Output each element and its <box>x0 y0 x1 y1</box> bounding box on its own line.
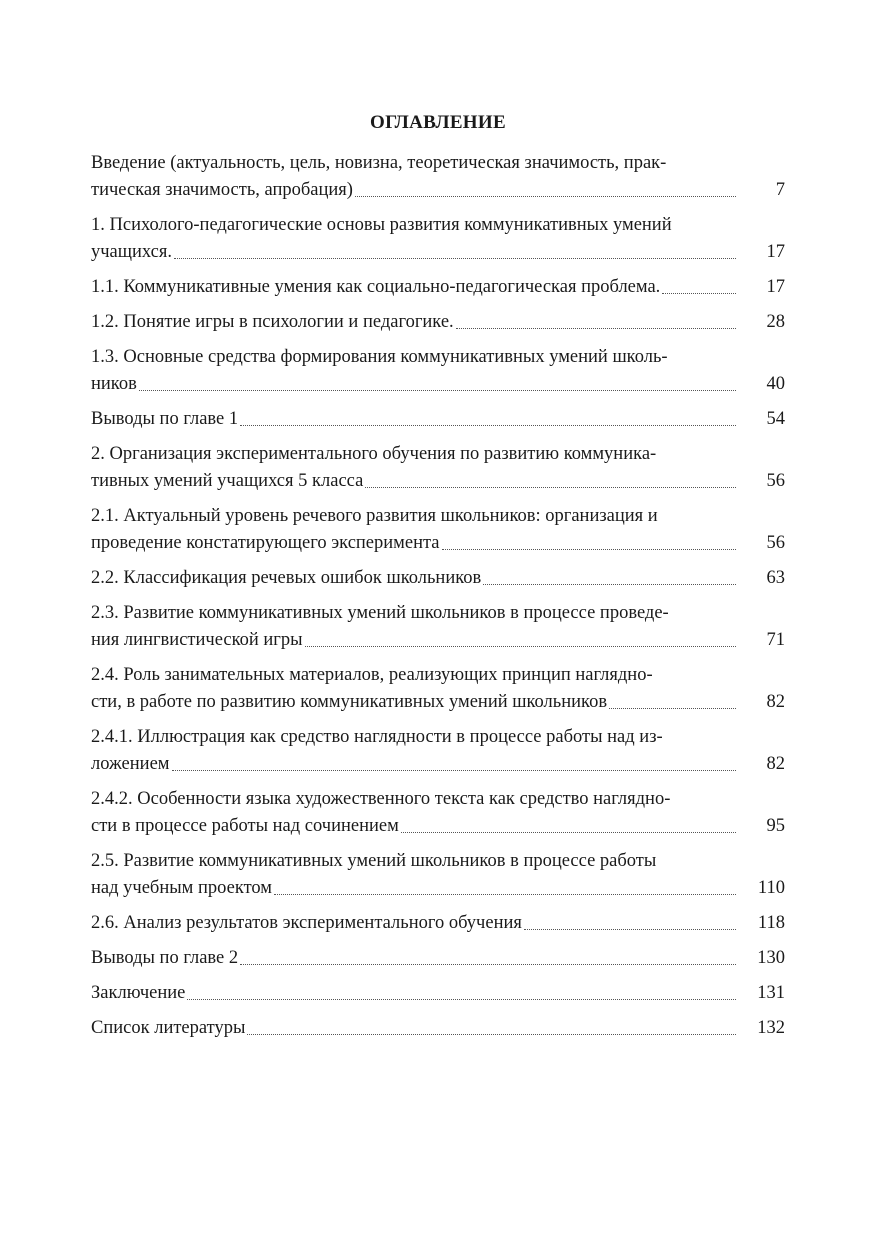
toc-entry-last-line <box>91 468 736 495</box>
toc-entry[interactable] <box>91 980 785 1007</box>
dot-leader <box>365 487 736 488</box>
toc-page-number: 95 <box>766 816 785 836</box>
toc-entry-last-line <box>91 875 736 902</box>
toc-entry-text: 1.3. Основные средства формирования коммуникативных умений школь- <box>91 347 668 367</box>
toc-entry[interactable] <box>91 945 785 972</box>
dot-leader <box>401 832 736 833</box>
toc-entry-text: 2.2. Классификация речевых ошибок школьников <box>91 568 482 588</box>
toc-page-number: 118 <box>757 913 785 933</box>
toc-page-number: 130 <box>757 948 785 968</box>
toc-entry-text: 2.4.1. Иллюстрация как средство наглядности в процессе работы над из- <box>91 727 663 747</box>
toc-entry[interactable] <box>91 724 785 778</box>
toc-entry[interactable] <box>91 309 785 336</box>
toc-entry-last-line <box>91 565 736 592</box>
dot-leader <box>483 584 736 585</box>
toc-entry[interactable] <box>91 565 785 592</box>
toc-entry[interactable] <box>91 274 785 301</box>
toc-entry[interactable] <box>91 441 785 495</box>
dot-leader <box>274 894 736 895</box>
toc-entry-text: сти в процессе работы над сочинением <box>91 816 399 836</box>
dot-leader <box>240 425 736 426</box>
toc-entry-last-line <box>91 751 736 778</box>
toc-entry-text: 2. Организация экспериментального обучения по развитию коммуника- <box>91 444 657 464</box>
dot-leader <box>609 708 736 709</box>
toc-entry-text: Список литературы <box>91 1018 246 1038</box>
dot-leader <box>355 196 736 197</box>
toc-entry-last-line <box>91 945 736 972</box>
toc-entry-text: 1.1. Коммуникативные умения как социально-педагогическая проблема. <box>91 277 661 297</box>
toc-entry[interactable] <box>91 150 785 204</box>
dot-leader <box>174 258 736 259</box>
toc-entry-last-line <box>91 813 736 840</box>
dot-leader <box>139 390 736 391</box>
toc-entry-text: Выводы по главе 1 <box>91 409 239 429</box>
toc-entry-text: 2.1. Актуальный уровень речевого развития школьников: организация и <box>91 506 658 526</box>
toc-entry-text: 2.3. Развитие коммуникативных умений школьников в процессе проведе- <box>91 603 669 623</box>
toc-entry[interactable] <box>91 910 785 937</box>
toc-page-number: 131 <box>757 983 785 1003</box>
toc-page-number: 54 <box>766 409 785 429</box>
toc-entry[interactable] <box>91 786 785 840</box>
toc-page-number: 17 <box>766 277 785 297</box>
toc-page-number: 7 <box>775 180 785 200</box>
toc-entry-text: ложением <box>91 754 170 774</box>
toc-page-number: 71 <box>766 630 785 650</box>
toc-entry-last-line <box>91 239 736 266</box>
toc-entry-text: 2.6. Анализ результатов экспериментального обучения <box>91 913 522 933</box>
toc-entry-text: Введение (актуальность, цель, новизна, теоретическая значимость, прак- <box>91 153 667 173</box>
toc-entry-last-line <box>91 689 736 716</box>
toc-entry[interactable] <box>91 503 785 557</box>
toc-entry[interactable] <box>91 1015 785 1042</box>
dot-leader <box>240 964 736 965</box>
toc-entry-last-line <box>91 309 736 336</box>
toc-entry-text: 1.2. Понятие игры в психологии и педагогике. <box>91 312 454 332</box>
table-of-contents <box>91 150 785 1050</box>
toc-page-number: 40 <box>766 374 785 394</box>
toc-page-number: 110 <box>757 878 785 898</box>
toc-entry-text: 2.5. Развитие коммуникативных умений школьников в процессе работы <box>91 851 657 871</box>
dot-leader <box>662 293 736 294</box>
toc-entry-text: тическая значимость, апробация) <box>91 180 353 200</box>
toc-entry-last-line <box>91 406 736 433</box>
dot-leader <box>305 646 736 647</box>
toc-entry-text: ния лингвистической игры <box>91 630 303 650</box>
toc-page-number: 56 <box>766 533 785 553</box>
toc-entry-last-line <box>91 1015 736 1042</box>
toc-entry[interactable] <box>91 406 785 433</box>
toc-page-number: 17 <box>766 242 785 262</box>
dot-leader <box>172 770 737 771</box>
toc-entry-text: ников <box>91 374 137 394</box>
toc-entry-text: над учебным проектом <box>91 878 273 898</box>
dot-leader <box>524 929 736 930</box>
toc-entry-text: учащихся. <box>91 242 172 262</box>
dot-leader <box>456 328 736 329</box>
toc-entry-last-line <box>91 980 736 1007</box>
toc-page-number: 82 <box>766 692 785 712</box>
toc-entry-text: 1. Психолого-педагогические основы развития коммуникативных умений <box>91 215 672 235</box>
toc-entry-text: Заключение <box>91 983 186 1003</box>
toc-entry-last-line <box>91 910 736 937</box>
toc-entry-last-line <box>91 371 736 398</box>
toc-entry[interactable] <box>91 212 785 266</box>
toc-entry-text: проведение констатирующего эксперимента <box>91 533 440 553</box>
toc-entry[interactable] <box>91 848 785 902</box>
toc-entry-text: сти, в работе по развитию коммуникативных умений школьников <box>91 692 608 712</box>
toc-page-number: 82 <box>766 754 785 774</box>
toc-page-number: 132 <box>757 1018 785 1038</box>
toc-entry-text: 2.4.2. Особенности языка художественного текста как средство наглядно- <box>91 789 671 809</box>
dot-leader <box>247 1034 736 1035</box>
toc-entry-text: тивных умений учащихся 5 класса <box>91 471 364 491</box>
toc-entry-text: Выводы по главе 2 <box>91 948 239 968</box>
toc-page-number: 56 <box>766 471 785 491</box>
toc-entry[interactable] <box>91 600 785 654</box>
toc-entry-last-line <box>91 274 736 301</box>
toc-page-number: 28 <box>766 312 785 332</box>
toc-entry-text: 2.4. Роль занимательных материалов, реализующих принцип наглядно- <box>91 665 653 685</box>
toc-entry-last-line <box>91 627 736 654</box>
toc-page-number: 63 <box>766 568 785 588</box>
toc-entry[interactable] <box>91 344 785 398</box>
toc-entry[interactable] <box>91 662 785 716</box>
dot-leader <box>442 549 736 550</box>
toc-entry-last-line <box>91 530 736 557</box>
page-title: ОГЛАВЛЕНИЕ <box>370 112 506 133</box>
toc-entry-last-line <box>91 177 736 204</box>
dot-leader <box>187 999 736 1000</box>
